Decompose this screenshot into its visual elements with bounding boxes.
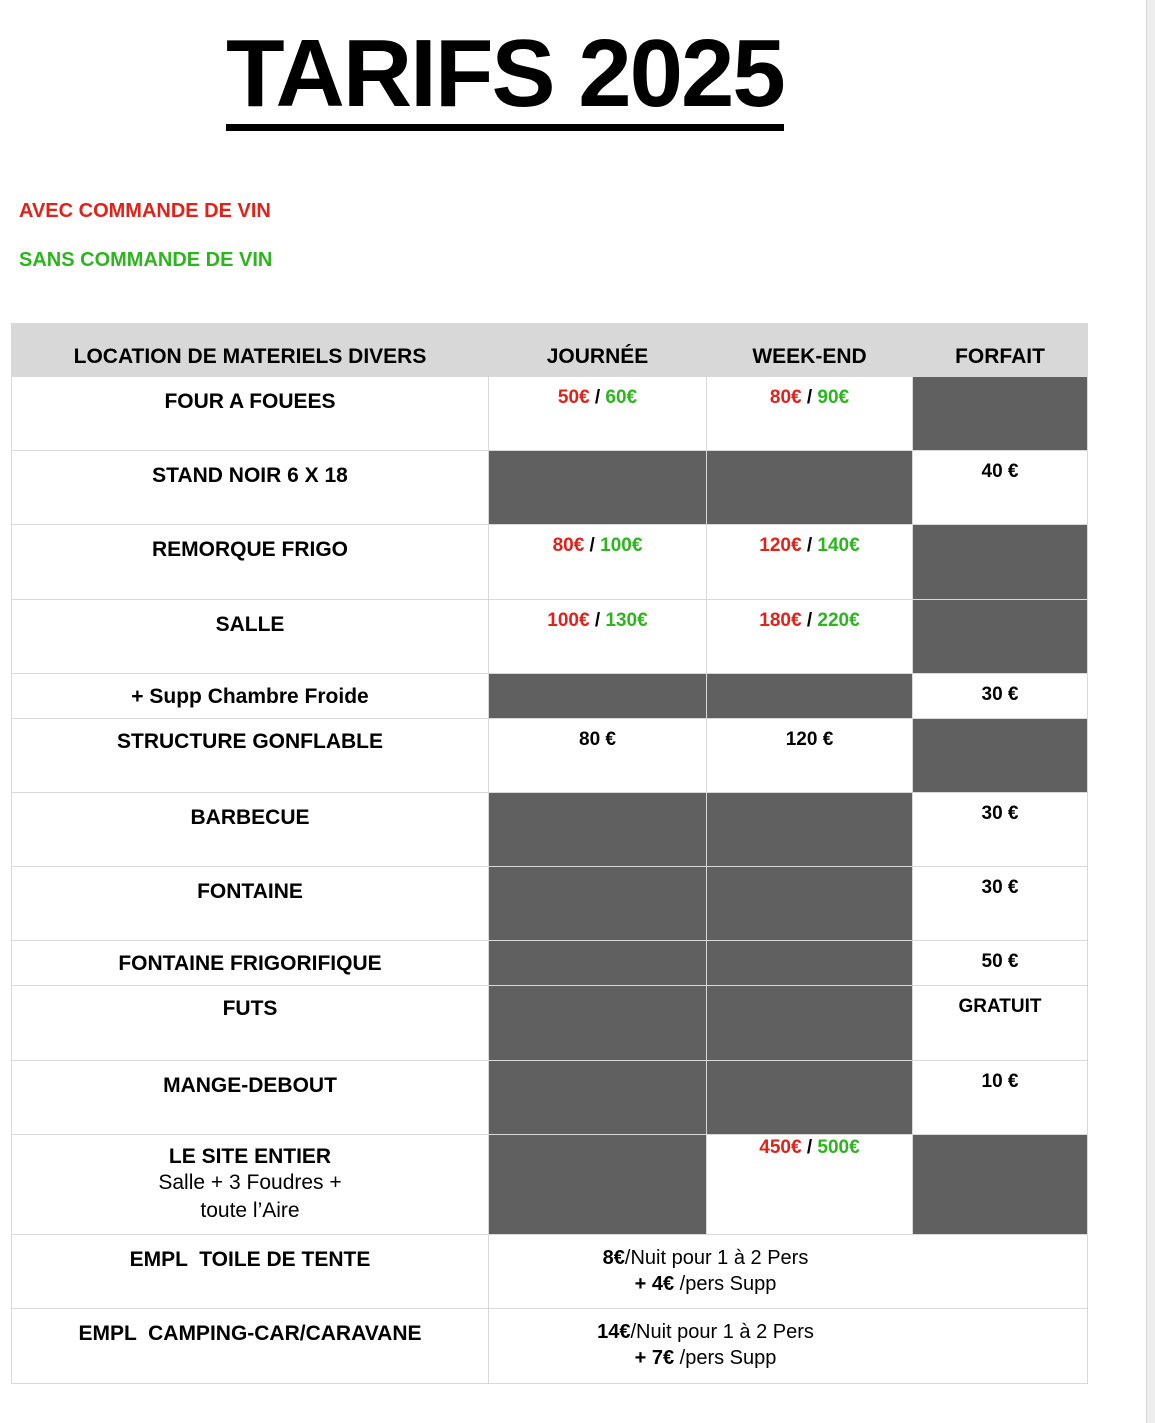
day-price: 80€ / 100€: [489, 525, 707, 600]
header-item: LOCATION DE MATERIELS DIVERS: [12, 324, 489, 377]
unavailable-cell: [707, 941, 913, 986]
weekend-price: 120 €: [707, 719, 913, 793]
unavailable-cell: [913, 600, 1088, 674]
weekend-price: 80€ / 90€: [707, 377, 913, 451]
unavailable-cell: [913, 1135, 1088, 1235]
unavailable-cell: [489, 451, 707, 525]
unavailable-cell: [489, 986, 707, 1061]
table-row: [12, 1309, 1088, 1384]
item-label: MANGE-DEBOUT: [12, 1061, 489, 1135]
legend-with-wine: AVEC COMMANDE DE VIN: [19, 200, 271, 222]
unavailable-cell: [707, 986, 913, 1061]
unavailable-cell: [707, 793, 913, 867]
table-row: [12, 1135, 1088, 1235]
table-row: [12, 600, 1088, 674]
camping-price: 14€/Nuit pour 1 à 2 Pers + 7€ /pers Supp: [489, 1309, 1088, 1384]
unavailable-cell: [489, 674, 707, 719]
item-label: LE SITE ENTIER Salle + 3 Foudres + toute l’Aire: [12, 1135, 489, 1235]
table-row: [12, 525, 1088, 600]
unavailable-cell: [489, 941, 707, 986]
header-forfait: FORFAIT: [913, 324, 1088, 377]
item-label: + Supp Chambre Froide: [12, 674, 489, 719]
item-label: EMPL TOILE DE TENTE: [12, 1235, 489, 1309]
item-label: FUTS: [12, 986, 489, 1061]
item-label: BARBECUE: [12, 793, 489, 867]
item-label: STRUCTURE GONFLABLE: [12, 719, 489, 793]
table-row: [12, 1061, 1088, 1135]
table-row: [12, 719, 1088, 793]
header-day: JOURNÉE: [489, 324, 707, 377]
table-row: [12, 941, 1088, 986]
header-weekend: WEEK-END: [707, 324, 913, 377]
unavailable-cell: [489, 867, 707, 941]
day-price: 50€ / 60€: [489, 377, 707, 451]
weekend-price: 120€ / 140€: [707, 525, 913, 600]
unavailable-cell: [707, 451, 913, 525]
camping-price: 8€/Nuit pour 1 à 2 Pers + 4€ /pers Supp: [489, 1235, 1088, 1309]
weekend-price: 180€ / 220€: [707, 600, 913, 674]
item-label: FONTAINE: [12, 867, 489, 941]
table-row: [12, 1235, 1088, 1309]
pricing-table: [11, 323, 1088, 1384]
day-price: 80 €: [489, 719, 707, 793]
unavailable-cell: [489, 1061, 707, 1135]
unavailable-cell: [489, 1135, 707, 1235]
forfait-price: 10 €: [913, 1061, 1088, 1135]
page-title: TARIFS 2025: [226, 26, 784, 131]
unavailable-cell: [707, 674, 913, 719]
table-row: [12, 793, 1088, 867]
table-row: [12, 986, 1088, 1061]
unavailable-cell: [489, 793, 707, 867]
forfait-price: 30 €: [913, 793, 1088, 867]
unavailable-cell: [913, 719, 1088, 793]
day-price: 100€ / 130€: [489, 600, 707, 674]
item-label: FONTAINE FRIGORIFIQUE: [12, 941, 489, 986]
item-label: EMPL CAMPING-CAR/CARAVANE: [12, 1309, 489, 1384]
item-sublabel: Salle + 3 Foudres +: [158, 1171, 342, 1194]
item-label: STAND NOIR 6 X 18: [12, 451, 489, 525]
weekend-price: 450€ / 500€: [707, 1135, 913, 1235]
unavailable-cell: [913, 377, 1088, 451]
unavailable-cell: [913, 525, 1088, 600]
forfait-price: 30 €: [913, 674, 1088, 719]
table-header-row: [12, 324, 1088, 377]
table-row: [12, 674, 1088, 719]
item-label: SALLE: [12, 600, 489, 674]
table-row: [12, 451, 1088, 525]
forfait-price: GRATUIT: [913, 986, 1088, 1061]
table-row: [12, 867, 1088, 941]
forfait-price: 30 €: [913, 867, 1088, 941]
item-label: FOUR A FOUEES: [12, 377, 489, 451]
forfait-price: 50 €: [913, 941, 1088, 986]
forfait-price: 40 €: [913, 451, 1088, 525]
unavailable-cell: [707, 1061, 913, 1135]
item-sublabel: toute l’Aire: [200, 1199, 300, 1222]
unavailable-cell: [707, 867, 913, 941]
table-row: [12, 377, 1088, 451]
item-label: REMORQUE FRIGO: [12, 525, 489, 600]
page-edge: [1146, 0, 1155, 1423]
legend-without-wine: SANS COMMANDE DE VIN: [19, 249, 273, 271]
